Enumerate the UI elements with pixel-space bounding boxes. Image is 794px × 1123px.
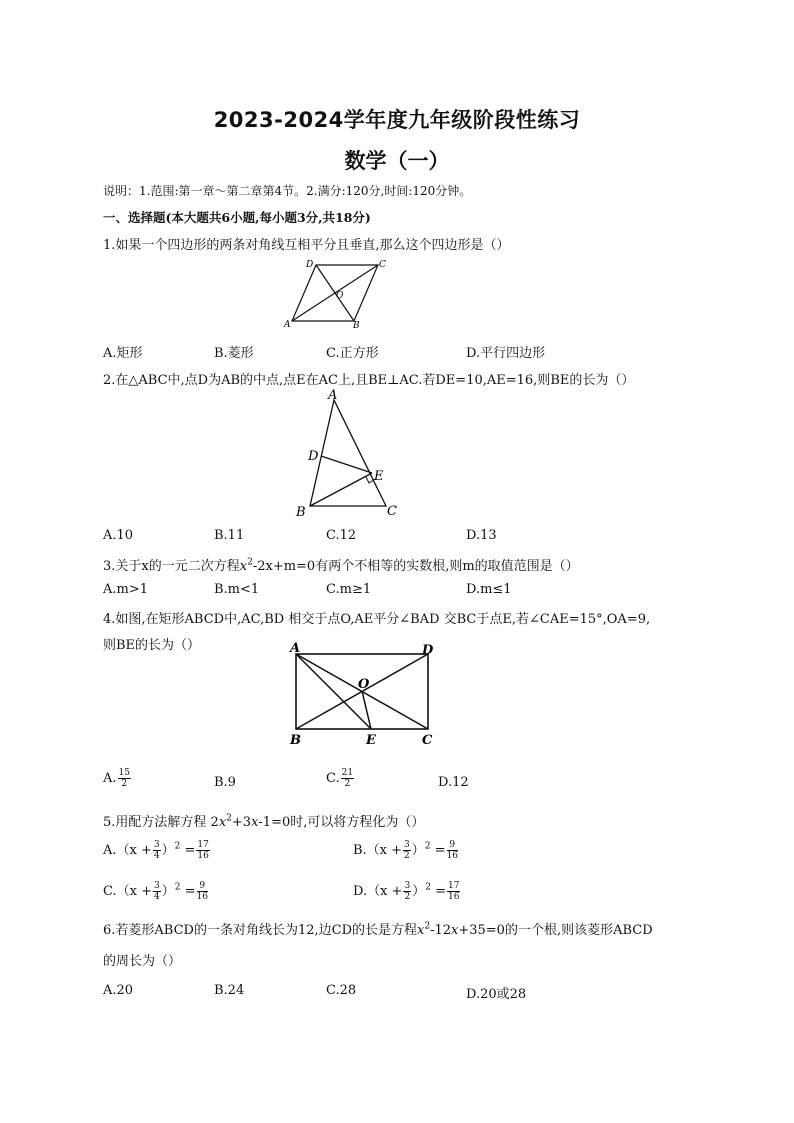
q5-option-d: D.（x + $\frac{3}{2}$ ）$^2$ = $\frac{17}{16}$: [353, 881, 460, 902]
q4-option-b: B.9: [214, 775, 236, 790]
label-o: O: [358, 677, 370, 692]
question-5-stem: 5.用配方法解方程 $2x^2+3x-1=0$时,可以将方程化为（）: [103, 813, 425, 830]
label-e: E: [366, 733, 376, 748]
question-1-figure: [280, 255, 400, 337]
label-d: D: [308, 449, 319, 464]
label-c: C: [379, 260, 386, 270]
label-e: E: [374, 469, 384, 484]
page-subtitle: 数学（一）: [344, 149, 450, 173]
question-2-stem: 2.在△ABC中,点D为AB的中点,点E在AC上,且BE⊥AC.若DE=10,AE=16,则BE的长为（）: [103, 373, 635, 388]
q3-eq-x: x: [239, 559, 248, 574]
section-heading: 一、选择题(本大题共6小题,每小题3分,共18分): [103, 210, 371, 225]
question-3-stem: [103, 555, 579, 574]
segment-de: [321, 456, 372, 473]
q3-option-a: A.m>1: [103, 582, 149, 597]
q4-option-c: C. $\frac{21}{2}$: [326, 768, 354, 789]
q6-option-d: D.20或28: [466, 987, 527, 1002]
question-1-stem: 1.如果一个四边形的两条对角线互相平分且垂直,那么这个四边形是（）: [103, 238, 510, 253]
question-4-figure: [280, 638, 450, 754]
label-d: D: [422, 643, 434, 658]
q2-option-a: A.10: [103, 528, 134, 543]
label-b: B: [353, 321, 360, 331]
label-o: O: [336, 291, 344, 301]
question-6-stem-line2: 的周长为（）: [103, 954, 182, 969]
label-c: C: [422, 733, 433, 748]
page-title: 2023-2024学年度九年级阶段性练习: [213, 108, 581, 132]
instructions-note: 说明：1.范围:第一章～第二章第4节。2.满分:120分,时间:120分钟。: [103, 184, 472, 198]
label-a: A: [284, 320, 291, 330]
q6-option-c: C.28: [326, 983, 357, 998]
question-2-figure: [290, 388, 410, 524]
q3-eq-square: 2: [247, 557, 253, 568]
label-a: A: [328, 388, 338, 403]
label-d: D: [306, 260, 314, 270]
segment-be: [310, 473, 372, 506]
q1-option-d: D.平行四边形: [466, 346, 546, 361]
label-a: A: [290, 641, 301, 656]
question-6-stem-line1: 6.若菱形ABCD的一条对角线长为12,边CD的长是方程$x^2-12x+35=0$的一个根,则该菱形ABCD: [103, 921, 653, 938]
q3-stem-part1: 3.关于x的一元二次方程: [103, 559, 240, 574]
q3-option-b: B.m<1: [214, 582, 260, 597]
q3-option-d: D.m≤1: [466, 582, 512, 597]
q1-option-b: B.菱形: [214, 346, 254, 361]
question-4-stem-line2: 则BE的长为（）: [103, 638, 201, 653]
question-4-stem-line1: 4.如图,在矩形ABCD中,AC,BD 相交于点O,AE平分∠BAD 交BC于点E,若∠CAE=15°,OA=9,: [103, 612, 651, 627]
q5-option-b: B.（x + $\frac{3}{2}$ ）$^2$ = $\frac{9}{16}$: [353, 840, 459, 861]
q4-option-a: A. $\frac{15}{2}$: [103, 768, 130, 789]
diagonal-ac: [292, 265, 378, 321]
q3-option-c: C.m≥1: [326, 582, 372, 597]
q5-option-a: A.（x + $\frac{3}{4}$ ）$^2$ = $\frac{17}{16}$: [103, 840, 209, 861]
label-b: B: [290, 733, 301, 748]
triangle-abc: [310, 400, 386, 506]
label-b: B: [296, 505, 306, 520]
q1-option-a: A.矩形: [103, 346, 143, 361]
q5-option-c: C.（x + $\frac{3}{4}$ ）$^2$ = $\frac{9}{16}$: [103, 881, 208, 902]
q2-option-d: D.13: [466, 528, 497, 543]
q4-option-d: D.12: [438, 775, 469, 790]
q6-option-a: A.20: [103, 983, 134, 998]
q1-option-c: C.正方形: [326, 346, 379, 361]
q2-option-c: C.12: [326, 528, 357, 543]
q2-option-b: B.11: [214, 528, 245, 543]
label-c: C: [387, 504, 397, 519]
q3-stem-part2: -2x+m=0有两个不相等的实数根,则m的取值范围是（）: [252, 559, 579, 574]
q6-option-b: B.24: [214, 983, 245, 998]
